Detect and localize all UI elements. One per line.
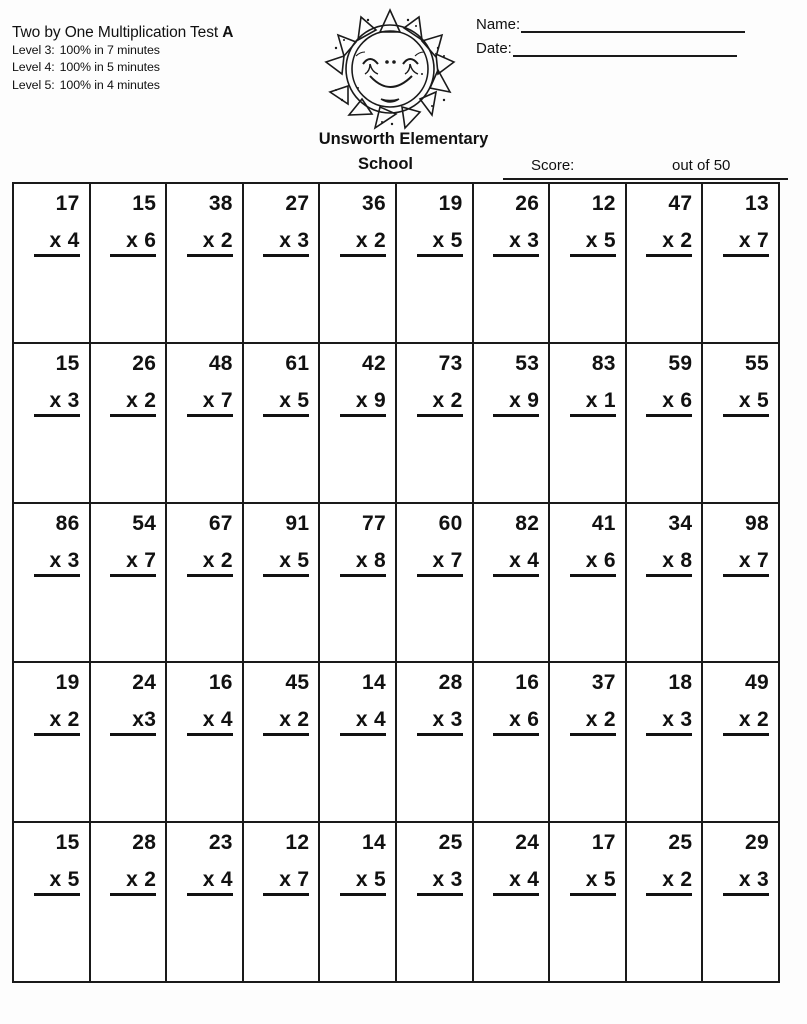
problem-operand-bottom: x 6 (570, 550, 616, 577)
out-of-label: out of 50 (672, 157, 731, 174)
problem-operand-bottom: x 3 (34, 390, 80, 417)
problem-operand-top: 27 (285, 192, 310, 215)
problem-operand-top: 38 (208, 192, 233, 215)
problem-operand-top: 41 (591, 511, 616, 535)
worksheet-header (0, 0, 807, 182)
problem-cell[interactable] (627, 344, 704, 504)
date-row (476, 40, 745, 57)
problem-cell[interactable] (244, 344, 321, 504)
score-label: Score: (531, 157, 575, 174)
problem-operand-top: 61 (285, 351, 310, 375)
problem-cell[interactable] (320, 344, 397, 504)
problem-operand-top: 42 (362, 351, 386, 375)
problem-operand-top: 12 (591, 192, 616, 215)
problem-operand-top: 60 (438, 511, 463, 535)
problem-operand-bottom: x 3 (646, 709, 692, 736)
title-block (12, 24, 312, 95)
problem-cell[interactable] (320, 823, 397, 983)
level-3-label: Level 3: (12, 42, 55, 57)
problem-operand-bottom: x 6 (110, 230, 156, 257)
problem-operand-top: 54 (132, 511, 157, 535)
problem-cell[interactable] (167, 663, 244, 823)
problem-operand-bottom: x 7 (187, 390, 233, 417)
problem-operand-bottom: x 7 (110, 550, 156, 577)
problem-cell[interactable] (474, 663, 551, 823)
problem-operand-top: 36 (362, 192, 386, 215)
problem-operand-top: 24 (515, 831, 540, 855)
problem-operand-bottom: x 2 (110, 869, 156, 896)
problem-operand-bottom: x 8 (340, 550, 386, 577)
problem-cell[interactable] (91, 184, 168, 344)
problem-cell[interactable] (244, 504, 321, 664)
name-row (476, 16, 745, 33)
problem-operand-top: 15 (55, 351, 80, 375)
problem-cell[interactable] (167, 823, 244, 983)
problem-operand-bottom: x 1 (570, 390, 616, 417)
problem-cell[interactable] (703, 344, 780, 504)
name-input-rule[interactable] (521, 18, 745, 33)
problem-cell[interactable] (167, 344, 244, 504)
problem-operand-top: 28 (438, 671, 463, 695)
problem-operand-top: 34 (668, 511, 693, 535)
problem-cell[interactable] (91, 663, 168, 823)
problem-cell[interactable] (550, 184, 627, 344)
problem-operand-top: 16 (208, 671, 233, 695)
problem-operand-bottom: x3 (110, 709, 156, 736)
page-title-text: Two by One Multiplication Test (12, 24, 223, 41)
problem-operand-top: 26 (132, 351, 157, 375)
problem-operand-top: 14 (362, 831, 386, 855)
problem-operand-top: 82 (515, 511, 540, 535)
problem-cell[interactable] (703, 184, 780, 344)
problem-operand-bottom: x 4 (340, 709, 386, 736)
problem-cell[interactable] (244, 823, 321, 983)
problem-operand-top: 53 (515, 351, 540, 375)
problem-operand-top: 67 (208, 511, 233, 535)
problem-cell[interactable] (550, 504, 627, 664)
problem-operand-bottom: x 5 (570, 230, 616, 257)
problem-operand-top: 98 (745, 511, 769, 535)
page-title (12, 24, 312, 42)
name-label: Name: (476, 16, 521, 33)
problem-operand-top: 16 (515, 671, 540, 695)
problem-operand-bottom: x 9 (493, 390, 539, 417)
problem-cell[interactable] (397, 823, 474, 983)
school-name-text-2: School (358, 155, 414, 173)
problem-cell[interactable] (244, 663, 321, 823)
problem-operand-top: 37 (591, 671, 616, 695)
problem-operand-bottom: x 8 (646, 550, 692, 577)
problem-operand-top: 77 (362, 511, 386, 535)
problem-operand-bottom: x 9 (340, 390, 386, 417)
level-line-5 (12, 77, 312, 95)
problem-operand-bottom: x 4 (187, 869, 233, 896)
problem-cell[interactable] (91, 344, 168, 504)
problem-operand-bottom: x 3 (34, 550, 80, 577)
level-4-label: Level 4: (12, 60, 55, 75)
problem-operand-bottom: x 2 (187, 230, 233, 257)
problem-operand-top: 29 (745, 831, 769, 855)
problem-cell[interactable] (320, 184, 397, 344)
problem-operand-bottom: x 2 (723, 709, 769, 736)
score-input-rule[interactable] (503, 178, 788, 180)
problem-operand-bottom: x 3 (493, 230, 539, 257)
problem-operand-bottom: x 3 (417, 709, 463, 736)
problem-cell[interactable] (14, 184, 91, 344)
problem-operand-top: 86 (55, 511, 80, 535)
problem-operand-bottom: x 2 (340, 230, 386, 257)
problem-operand-bottom: x 2 (646, 869, 692, 896)
problem-cell[interactable] (320, 504, 397, 664)
problem-operand-top: 15 (132, 192, 157, 215)
problem-operand-top: 24 (132, 671, 157, 695)
problem-operand-bottom: x 5 (723, 390, 769, 417)
problem-operand-bottom: x 2 (263, 709, 309, 736)
problem-operand-bottom: x 4 (493, 869, 539, 896)
problem-cell[interactable] (91, 504, 168, 664)
problem-operand-bottom: x 7 (723, 230, 769, 257)
level-4-value: 100% in 5 minutes (59, 60, 160, 75)
problem-cell[interactable] (14, 344, 91, 504)
level-5-value: 100% in 4 minutes (59, 78, 160, 93)
problem-operand-bottom: x 2 (110, 390, 156, 417)
problem-operand-top: 47 (668, 192, 693, 215)
problem-cell[interactable] (91, 823, 168, 983)
problem-operand-top: 83 (591, 351, 616, 375)
problem-operand-top: 91 (285, 511, 310, 535)
problem-cell[interactable] (14, 663, 91, 823)
problem-operand-bottom: x 2 (417, 390, 463, 417)
problem-operand-bottom: x 5 (263, 390, 309, 417)
problem-operand-top: 59 (668, 351, 693, 375)
school-score-row (0, 155, 807, 181)
problem-cell[interactable] (550, 344, 627, 504)
problem-operand-bottom: x 5 (34, 869, 80, 896)
problem-operand-bottom: x 7 (263, 869, 309, 896)
problem-operand-top: 23 (208, 831, 233, 855)
level-line-3 (12, 42, 312, 60)
problem-cell[interactable] (550, 823, 627, 983)
problem-operand-top: 17 (591, 831, 616, 855)
problem-operand-top: 14 (362, 671, 386, 695)
problem-operand-bottom: x 7 (723, 550, 769, 577)
problem-operand-bottom: x 5 (263, 550, 309, 577)
problem-operand-top: 12 (285, 831, 310, 855)
problem-operand-bottom: x 2 (187, 550, 233, 577)
level-line-4 (12, 59, 312, 77)
problem-operand-bottom: x 4 (493, 550, 539, 577)
problem-operand-top: 28 (132, 831, 157, 855)
problem-cell[interactable] (474, 184, 551, 344)
problem-operand-bottom: x 3 (417, 869, 463, 896)
problem-cell[interactable] (474, 823, 551, 983)
problem-cell[interactable] (14, 504, 91, 664)
problem-cell[interactable] (244, 184, 321, 344)
problem-operand-top: 17 (55, 192, 80, 215)
problem-operand-top: 48 (208, 351, 233, 375)
problem-operand-bottom: x 2 (646, 230, 692, 257)
problem-operand-top: 19 (438, 192, 463, 215)
problem-operand-bottom: x 3 (263, 230, 309, 257)
problem-operand-bottom: x 5 (340, 869, 386, 896)
problem-operand-top: 18 (668, 671, 693, 695)
problem-cell[interactable] (397, 663, 474, 823)
problem-operand-bottom: x 4 (34, 230, 80, 257)
problem-operand-bottom: x 4 (187, 709, 233, 736)
name-date-block (476, 16, 745, 64)
problem-operand-bottom: x 2 (570, 709, 616, 736)
problem-operand-top: 49 (745, 671, 769, 695)
problem-operand-top: 15 (55, 831, 80, 855)
problem-operand-bottom: x 5 (570, 869, 616, 896)
problem-cell[interactable] (397, 184, 474, 344)
problem-operand-top: 55 (745, 351, 769, 375)
problem-grid (12, 182, 780, 983)
problem-operand-bottom: x 7 (417, 550, 463, 577)
problem-operand-top: 45 (285, 671, 310, 695)
date-label: Date: (476, 40, 512, 57)
page-title-letter: A (222, 24, 234, 41)
problem-operand-top: 13 (745, 192, 769, 215)
problem-cell[interactable] (14, 823, 91, 983)
problem-cell[interactable] (703, 823, 780, 983)
problem-cell[interactable] (703, 663, 780, 823)
problem-cell[interactable] (627, 663, 704, 823)
problem-cell[interactable] (167, 184, 244, 344)
level-5-label: Level 5: (12, 78, 55, 93)
problem-cell[interactable] (550, 663, 627, 823)
problem-cell[interactable] (627, 504, 704, 664)
problem-operand-top: 25 (668, 831, 693, 855)
problem-cell[interactable] (627, 184, 704, 344)
level-3-value: 100% in 7 minutes (59, 42, 160, 57)
problem-cell[interactable] (474, 344, 551, 504)
problem-cell[interactable] (320, 663, 397, 823)
problem-operand-bottom: x 3 (723, 869, 769, 896)
problem-operand-bottom: x 2 (34, 709, 80, 736)
problem-cell[interactable] (703, 504, 780, 664)
problem-operand-bottom: x 5 (417, 230, 463, 257)
problem-operand-bottom: x 6 (646, 390, 692, 417)
problem-cell[interactable] (397, 344, 474, 504)
problem-operand-top: 19 (55, 671, 80, 695)
problem-cell[interactable] (627, 823, 704, 983)
problem-operand-top: 26 (515, 192, 540, 215)
problem-operand-bottom: x 6 (493, 709, 539, 736)
school-name-text-1: Unsworth Elementary (318, 130, 489, 148)
problem-cell[interactable] (474, 504, 551, 664)
problem-operand-top: 25 (438, 831, 463, 855)
school-name-line-1 (0, 130, 807, 149)
sun-smiling-icon (312, 4, 468, 134)
problem-cell[interactable] (167, 504, 244, 664)
problem-operand-top: 73 (438, 351, 463, 375)
date-input-rule[interactable] (513, 42, 737, 57)
problem-cell[interactable] (397, 504, 474, 664)
